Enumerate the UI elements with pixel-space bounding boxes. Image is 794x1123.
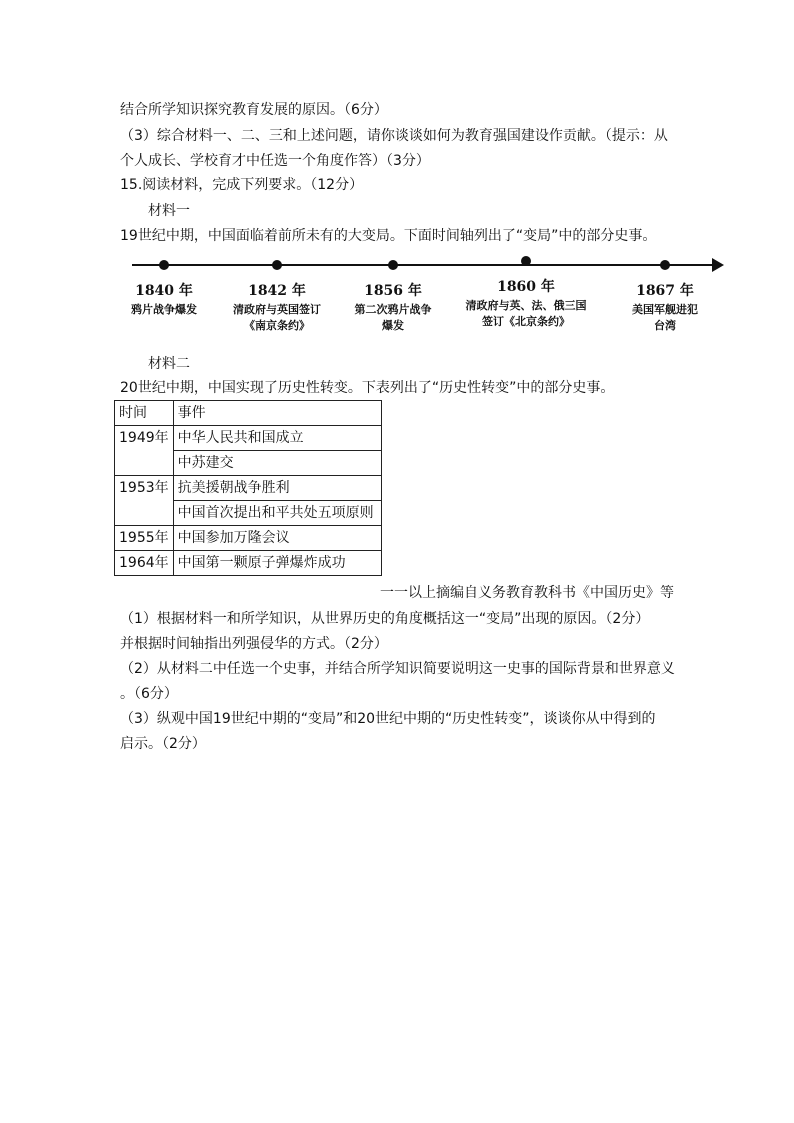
timeline-event: 鸦片战争爆发 (131, 303, 197, 316)
timeline-dot (521, 256, 531, 266)
table-cell-event: 中国第一颗原子弹爆炸成功 (173, 551, 381, 576)
question-3-line-2: 个人成长、学校育才中任选一个角度作答）（3分） (120, 153, 430, 169)
timeline-year: 1856 年 (364, 283, 422, 299)
table-cell-time: 1949年 (115, 426, 174, 476)
timeline-year: 1860 年 (497, 279, 555, 295)
timeline-arrow-icon (712, 258, 724, 272)
question-1-line-1: （1）根据材料一和所学知识，从世界历史的角度概括这一“变局”出现的原因。（2分） (120, 611, 650, 627)
timeline-event: 第二次鸦片战争 爆发 (354, 303, 432, 332)
header-time: 时间 (115, 401, 174, 426)
question-3b-line-2: 启示。（2分） (120, 736, 206, 752)
table-row (115, 426, 382, 451)
table-cell-time: 1953年 (115, 476, 174, 526)
table-cell-event: 中苏建交 (173, 451, 381, 476)
table-row (115, 526, 382, 551)
timeline-dot (272, 260, 282, 270)
table-cell-event: 中华人民共和国成立 (173, 426, 381, 451)
table-cell-event: 中国首次提出和平共处五项原则 (173, 501, 381, 526)
events-table (114, 400, 382, 576)
table-cell-event: 中国参加万隆会议 (173, 526, 381, 551)
table-cell-time: 1964年 (115, 551, 174, 576)
question-3-line-1: （3）综合材料一、二、三和上述问题，请你谈谈如何为教育强国建设作贡献。（提示：从 (120, 128, 668, 144)
table-cell-event: 抗美援朝战争胜利 (173, 476, 381, 501)
table-row (115, 476, 382, 501)
question-1-line-2: 并根据时间轴指出列强侵华的方式。（2分） (120, 636, 388, 652)
timeline-year: 1867 年 (636, 283, 694, 299)
timeline-dot (660, 260, 670, 270)
material-1-title: 材料一 (148, 203, 190, 219)
header-event: 事件 (173, 401, 381, 426)
material-1-intro: 19世纪中期，中国面临着前所未有的大变局。下面时间轴列出了“变局”中的部分史事。 (120, 228, 657, 244)
material-2-intro: 20世纪中期，中国实现了历史性转变。下表列出了“历史性转变”中的部分史事。 (120, 380, 615, 396)
timeline-year: 1842 年 (248, 283, 306, 299)
timeline-event: 清政府与英、法、俄三国 签订《北京条约》 (465, 299, 587, 328)
table-row (115, 551, 382, 576)
source-citation: 一一以上摘编自义务教育教科书《中国历史》等 (380, 585, 674, 601)
material-2-title: 材料二 (148, 356, 190, 372)
timeline-event: 清政府与英国签订 《南京条约》 (233, 303, 321, 332)
timeline-dot (159, 260, 169, 270)
history-timeline (128, 252, 728, 342)
timeline-event: 美国军舰进犯 台湾 (632, 303, 698, 332)
table-header-row (115, 401, 382, 426)
timeline-dot (388, 260, 398, 270)
table-cell-time: 1955年 (115, 526, 174, 551)
question-15-heading: 15.阅读材料，完成下列要求。（12分） (120, 177, 364, 193)
timeline-year: 1840 年 (135, 283, 193, 299)
text-line-1: 结合所学知识探究教育发展的原因。（6分） (120, 102, 388, 118)
question-2-line-1: （2）从材料二中任选一个史事，并结合所学知识简要说明这一史事的国际背景和世界意义 (120, 661, 675, 677)
question-2-line-2: 。（6分） (120, 686, 178, 702)
timeline-axis (132, 264, 722, 266)
question-3b-line-1: （3）纵观中国19世纪中期的“变局”和20世纪中期的“历史性转变”，谈谈你从中得到的 (120, 711, 656, 727)
